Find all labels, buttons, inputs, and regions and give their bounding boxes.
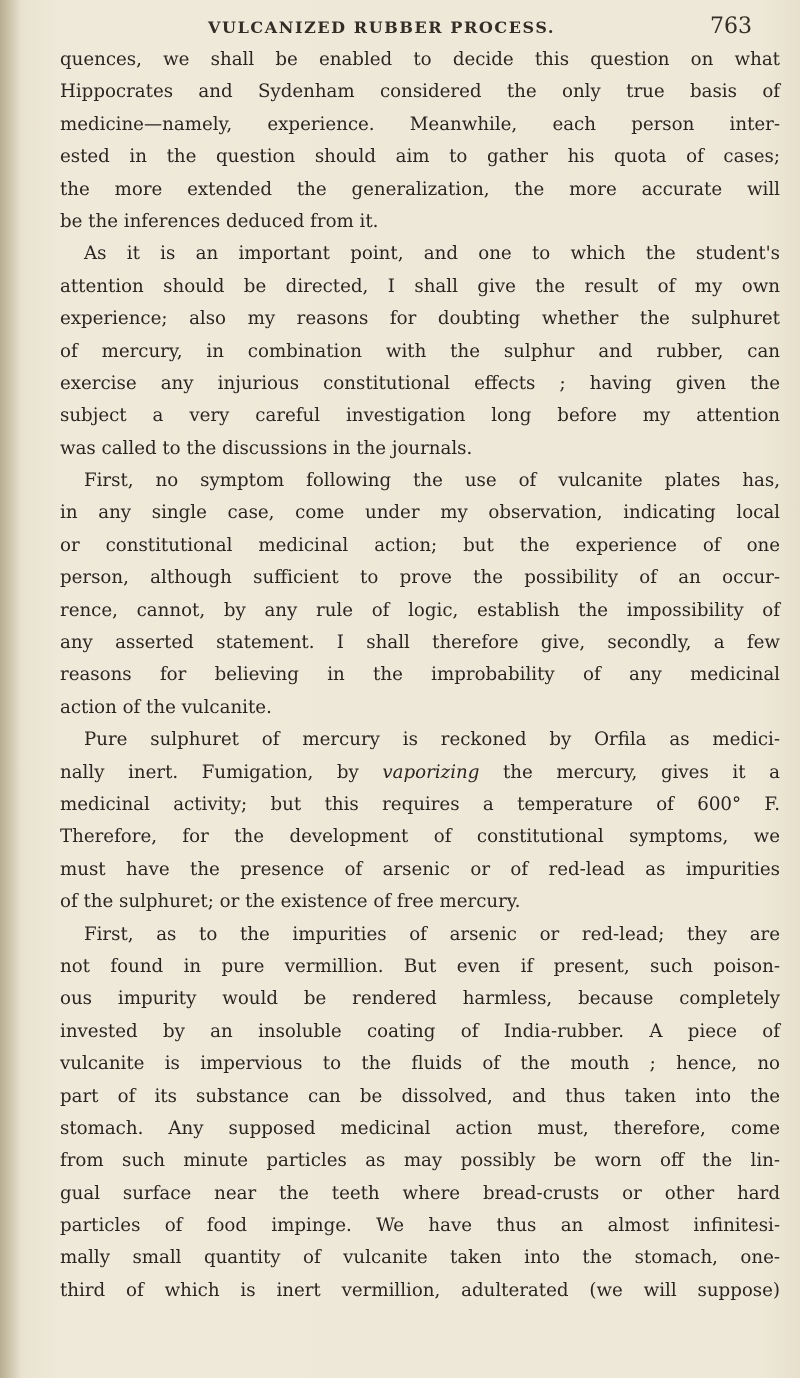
text-line: ested in the question should aim to gather his quota of cases; bbox=[60, 146, 780, 168]
text-line: stomach. Any supposed medicinal action must, therefore, come bbox=[60, 1117, 780, 1139]
page-header bbox=[60, 14, 780, 44]
text-line: the more extended the generalization, the more accurate will bbox=[60, 178, 780, 200]
text-line: third of which is inert vermillion, adulterated (we will suppose) bbox=[60, 1279, 780, 1301]
text-line: was called to the discussions in the journals. bbox=[60, 437, 473, 459]
text-line: any asserted statement. I shall therefore give, secondly, a few bbox=[60, 632, 780, 654]
text-line: of mercury, in combination with the sulphur and rubber, can bbox=[60, 340, 780, 362]
text-line: reasons for believing in the improbability of any medicinal bbox=[60, 664, 780, 686]
body-text bbox=[60, 44, 780, 1307]
italic-word: vaporizing bbox=[382, 761, 480, 783]
text-line: Hippocrates and Sydenham considered the only true basis of bbox=[60, 81, 780, 103]
spine-shadow bbox=[0, 0, 22, 1378]
page-number: 763 bbox=[710, 14, 752, 39]
text-line: be the inferences deduced from it. bbox=[60, 210, 379, 232]
text-line: from such minute particles as may possibly be worn off the lin- bbox=[60, 1150, 780, 1172]
text-line: quences, we shall be enabled to decide this question on what bbox=[60, 49, 780, 70]
text-line: First, as to the impurities of arsenic or red-lead; they are bbox=[84, 923, 780, 945]
text-line: First, no symptom following the use of vulcanite plates has, bbox=[84, 470, 780, 492]
text-line: not found in pure vermillion. But even if present, such poison- bbox=[60, 955, 780, 977]
text-line: ous impurity would be rendered harmless, because completely bbox=[60, 988, 780, 1010]
text-line: invested by an insoluble coating of India-rubber. A piece of bbox=[60, 1020, 780, 1042]
text-line: part of its substance can be dissolved, and thus taken into the bbox=[60, 1085, 780, 1107]
text-line: must have the presence of arsenic or of red-lead as impurities bbox=[60, 858, 780, 880]
text-line: vulcanite is impervious to the fluids of the mouth ; hence, no bbox=[60, 1053, 780, 1075]
text-line: rence, cannot, by any rule of logic, establish the impossibility of bbox=[60, 599, 780, 621]
text-line: particles of food impinge. We have thus an almost infinitesi- bbox=[60, 1215, 780, 1237]
text-line: Therefore, for the development of constitutional symptoms, we bbox=[60, 826, 780, 848]
text-line: medicine—namely, experience. Meanwhile, each person inter- bbox=[60, 113, 780, 135]
text-line: gual surface near the teeth where bread-crusts or other hard bbox=[60, 1182, 780, 1204]
text-line: in any single case, come under my observation, indicating local bbox=[60, 502, 780, 524]
text-line: nally inert. Fumigation, by vaporizing the mercury, gives it a bbox=[60, 761, 780, 783]
text-line: action of the vulcanite. bbox=[60, 696, 272, 718]
text-line: person, although sufficient to prove the possibility of an occur- bbox=[60, 567, 780, 589]
text-line: mally small quantity of vulcanite taken into the stomach, one- bbox=[60, 1247, 780, 1269]
text-line: subject a very careful investigation long before my attention bbox=[60, 405, 780, 427]
text-line: medicinal activity; but this requires a temperature of 600° F. bbox=[60, 793, 780, 815]
text-line: exercise any injurious constitutional effects ; having given the bbox=[60, 372, 780, 394]
text-line: attention should be directed, I shall give the result of my own bbox=[60, 275, 780, 297]
text-line: or constitutional medicinal action; but the experience of one bbox=[60, 534, 780, 556]
text-line: of the sulphuret; or the existence of free mercury. bbox=[60, 891, 521, 913]
text-line: Pure sulphuret of mercury is reckoned by Orfila as medici- bbox=[84, 729, 780, 751]
running-head: VULCANIZED RUBBER PROCESS. bbox=[208, 18, 556, 37]
text-line: experience; also my reasons for doubting whether the sulphuret bbox=[60, 308, 780, 330]
text-line: As it is an important point, and one to which the student's bbox=[84, 243, 780, 265]
